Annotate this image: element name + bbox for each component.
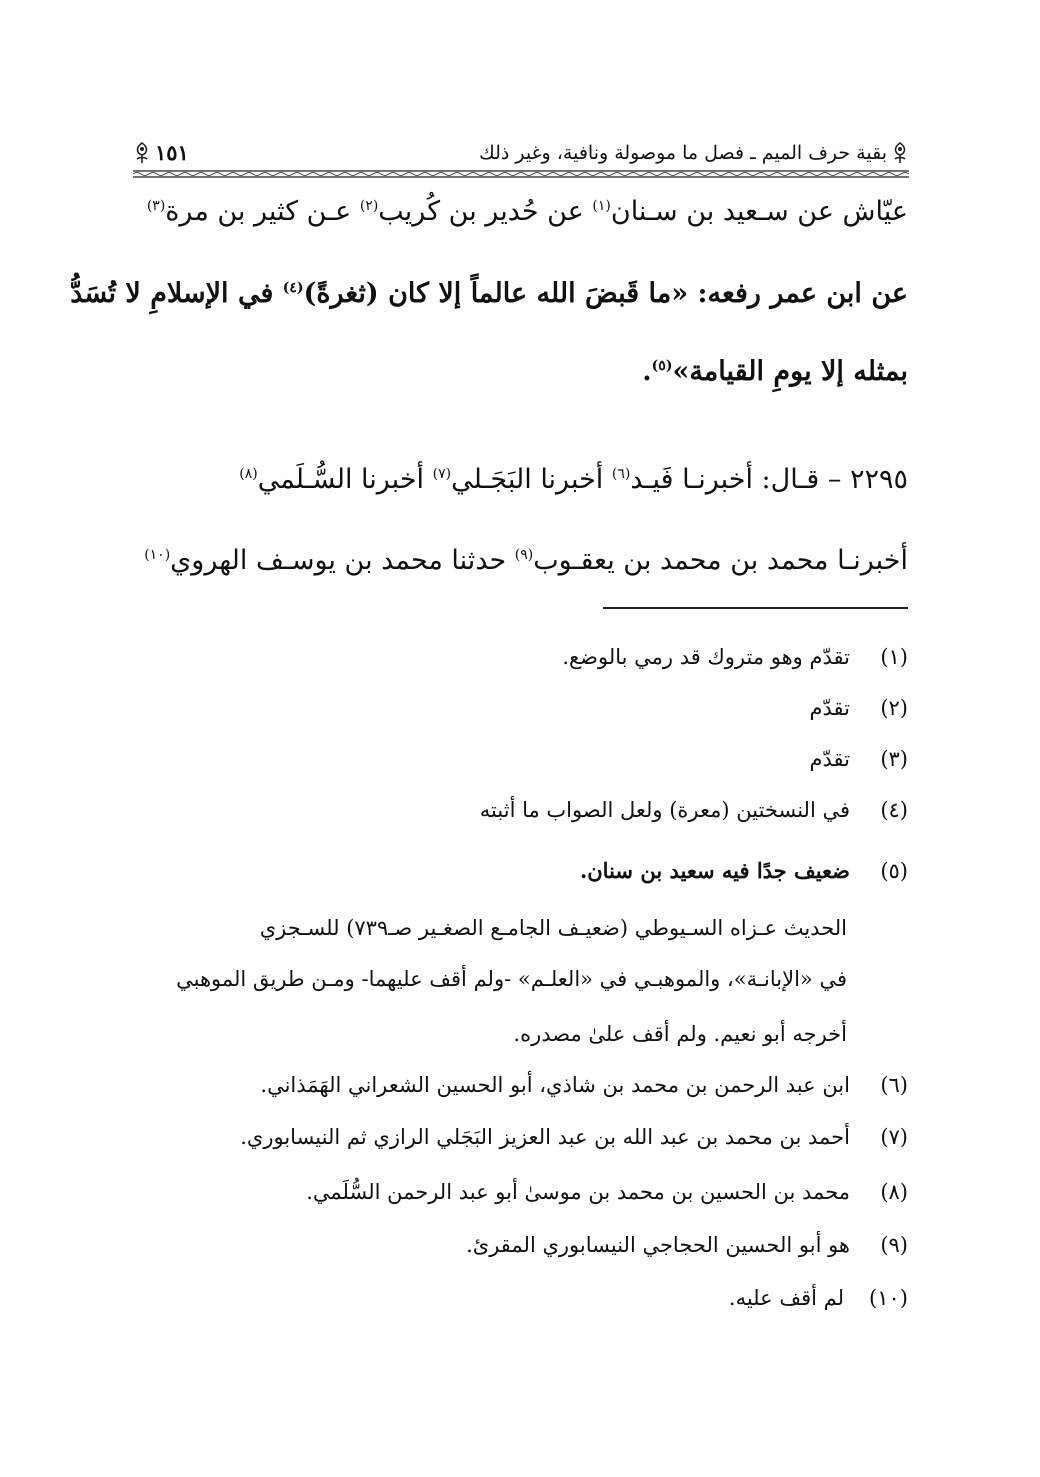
footnote-continuation: في «الإبانـة»، والموهبـي في «العلـم» -ولم أقف عليهما- ومـن طريق الموهبي: [176, 967, 847, 991]
text-segment: في الإسلامِ لا تُسَدُّ: [70, 278, 283, 309]
footnote-ref: (١٠): [144, 547, 171, 563]
footnote-number: (١٠): [869, 1286, 908, 1310]
text-segment: عن ابن عمر رفعه: «ما قَبضَ الله عالماً إلا كان (ثغرةً): [303, 278, 908, 309]
footnote-number: (٣): [880, 747, 908, 771]
text-segment: بمثله إلا يومِ القيامة»: [672, 356, 908, 387]
page-number: ١٥١: [155, 140, 189, 165]
footnote-ref: (٧): [432, 466, 452, 482]
footnote-text: محمد بن الحسين بن محمد بن موسىٰ أبو عبد الرحمن السُّلَمي.: [306, 1180, 850, 1204]
footnote: [810, 696, 909, 720]
text-segment: حدثنا محمد بن يوسـف الهروي: [170, 545, 515, 576]
footnote: [260, 1073, 908, 1097]
footnote-ref: (٩): [514, 547, 534, 563]
footnote-ref: (٦): [611, 466, 631, 482]
running-header: [133, 136, 909, 170]
footnote-divider: [603, 607, 908, 609]
footnote-continuation: الحديث عـزاه السـيوطي (ضعيـف الجامـع الصغـير صـ٧٣٩) للسـجزي: [259, 916, 847, 940]
text-segment: .: [642, 356, 652, 387]
footnote-ref: (٣): [146, 198, 166, 214]
footnote: [810, 747, 909, 771]
text-segment: أخبرنا البَجَـلي: [451, 464, 612, 495]
footnote-text: ضعيف جدًا فيه سعيد بن سنان.: [579, 858, 850, 883]
footnote-text: تقدّم: [809, 747, 850, 771]
footnote-text: تقدّم: [809, 696, 850, 720]
text-segment: ٢٢٩٥ – قـال: أخبرنـا فَيـد: [630, 464, 908, 495]
footnote-text: في النسختين (معرة) ولعل الصواب ما أثبته: [479, 798, 850, 822]
footnote-text: أحمد بن محمد بن عبد الله بن عبد العزيز البَجَلي الرازي ثم النيسابوري.: [240, 1125, 850, 1149]
footnote-text: تقدّم وهو متروك قد رمي بالوضع.: [562, 645, 850, 669]
footnote-number: (١): [880, 645, 908, 669]
floral-ornament-icon: [891, 142, 909, 164]
footnote: [306, 1180, 908, 1204]
footnote: [729, 1286, 908, 1310]
footnote-text: ابن عبد الرحمن بن محمد بن شاذي، أبو الحسين الشعراني الهَمَذاني.: [260, 1073, 850, 1097]
body-line-3: [642, 356, 908, 387]
body-line-5: [144, 545, 908, 576]
header-title: بقية حرف الميم ـ فصل ما موصولة ونافية، وغير ذلك: [479, 142, 887, 164]
footnote-ref: (٤): [282, 280, 304, 296]
footnote-ref: (٨): [239, 466, 258, 482]
footnote: [580, 858, 908, 883]
footnote-number: (٨): [880, 1180, 908, 1204]
text-segment: أخبرنـا محمد بن محمد بن يعقـوب: [533, 545, 908, 576]
header-rule: [133, 170, 909, 178]
footnote: [466, 1233, 908, 1257]
footnote: [480, 798, 908, 822]
footnote-ref: (١): [592, 198, 611, 214]
body-line-1: [147, 196, 908, 227]
body-line-2: [70, 278, 908, 309]
text-segment: أخبرنا السُّـلَمي: [257, 464, 433, 495]
footnote-ref: (٢): [359, 198, 379, 214]
footnote-number: (٧): [880, 1125, 908, 1149]
footnote-text: هو أبو الحسين الحجاجي النيسابوري المقرئ.: [466, 1233, 850, 1257]
footnote: [562, 645, 908, 669]
footnote-number: (٦): [880, 1073, 908, 1097]
footnote-number: (٢): [880, 696, 908, 720]
text-segment: عـن كثير بن مرة: [165, 196, 360, 227]
floral-ornament-icon: [133, 142, 151, 164]
text-segment: عن حُدير بن كُريب: [378, 196, 593, 227]
footnote-number: (٤): [880, 798, 908, 822]
footnote: [240, 1125, 908, 1149]
footnote-text: لم أقف عليه.: [728, 1286, 844, 1310]
footnote-continuation: أخرجه أبو نعيم. ولم أقف علىٰ مصدره.: [513, 1022, 847, 1046]
body-line-4: [239, 464, 908, 495]
text-segment: عيّاش عن سـعيد بن سـنان: [610, 196, 908, 227]
footnote-number: (٩): [880, 1233, 908, 1257]
footnote-number: (٥): [880, 859, 908, 883]
footnote-ref: (٥): [651, 358, 673, 374]
